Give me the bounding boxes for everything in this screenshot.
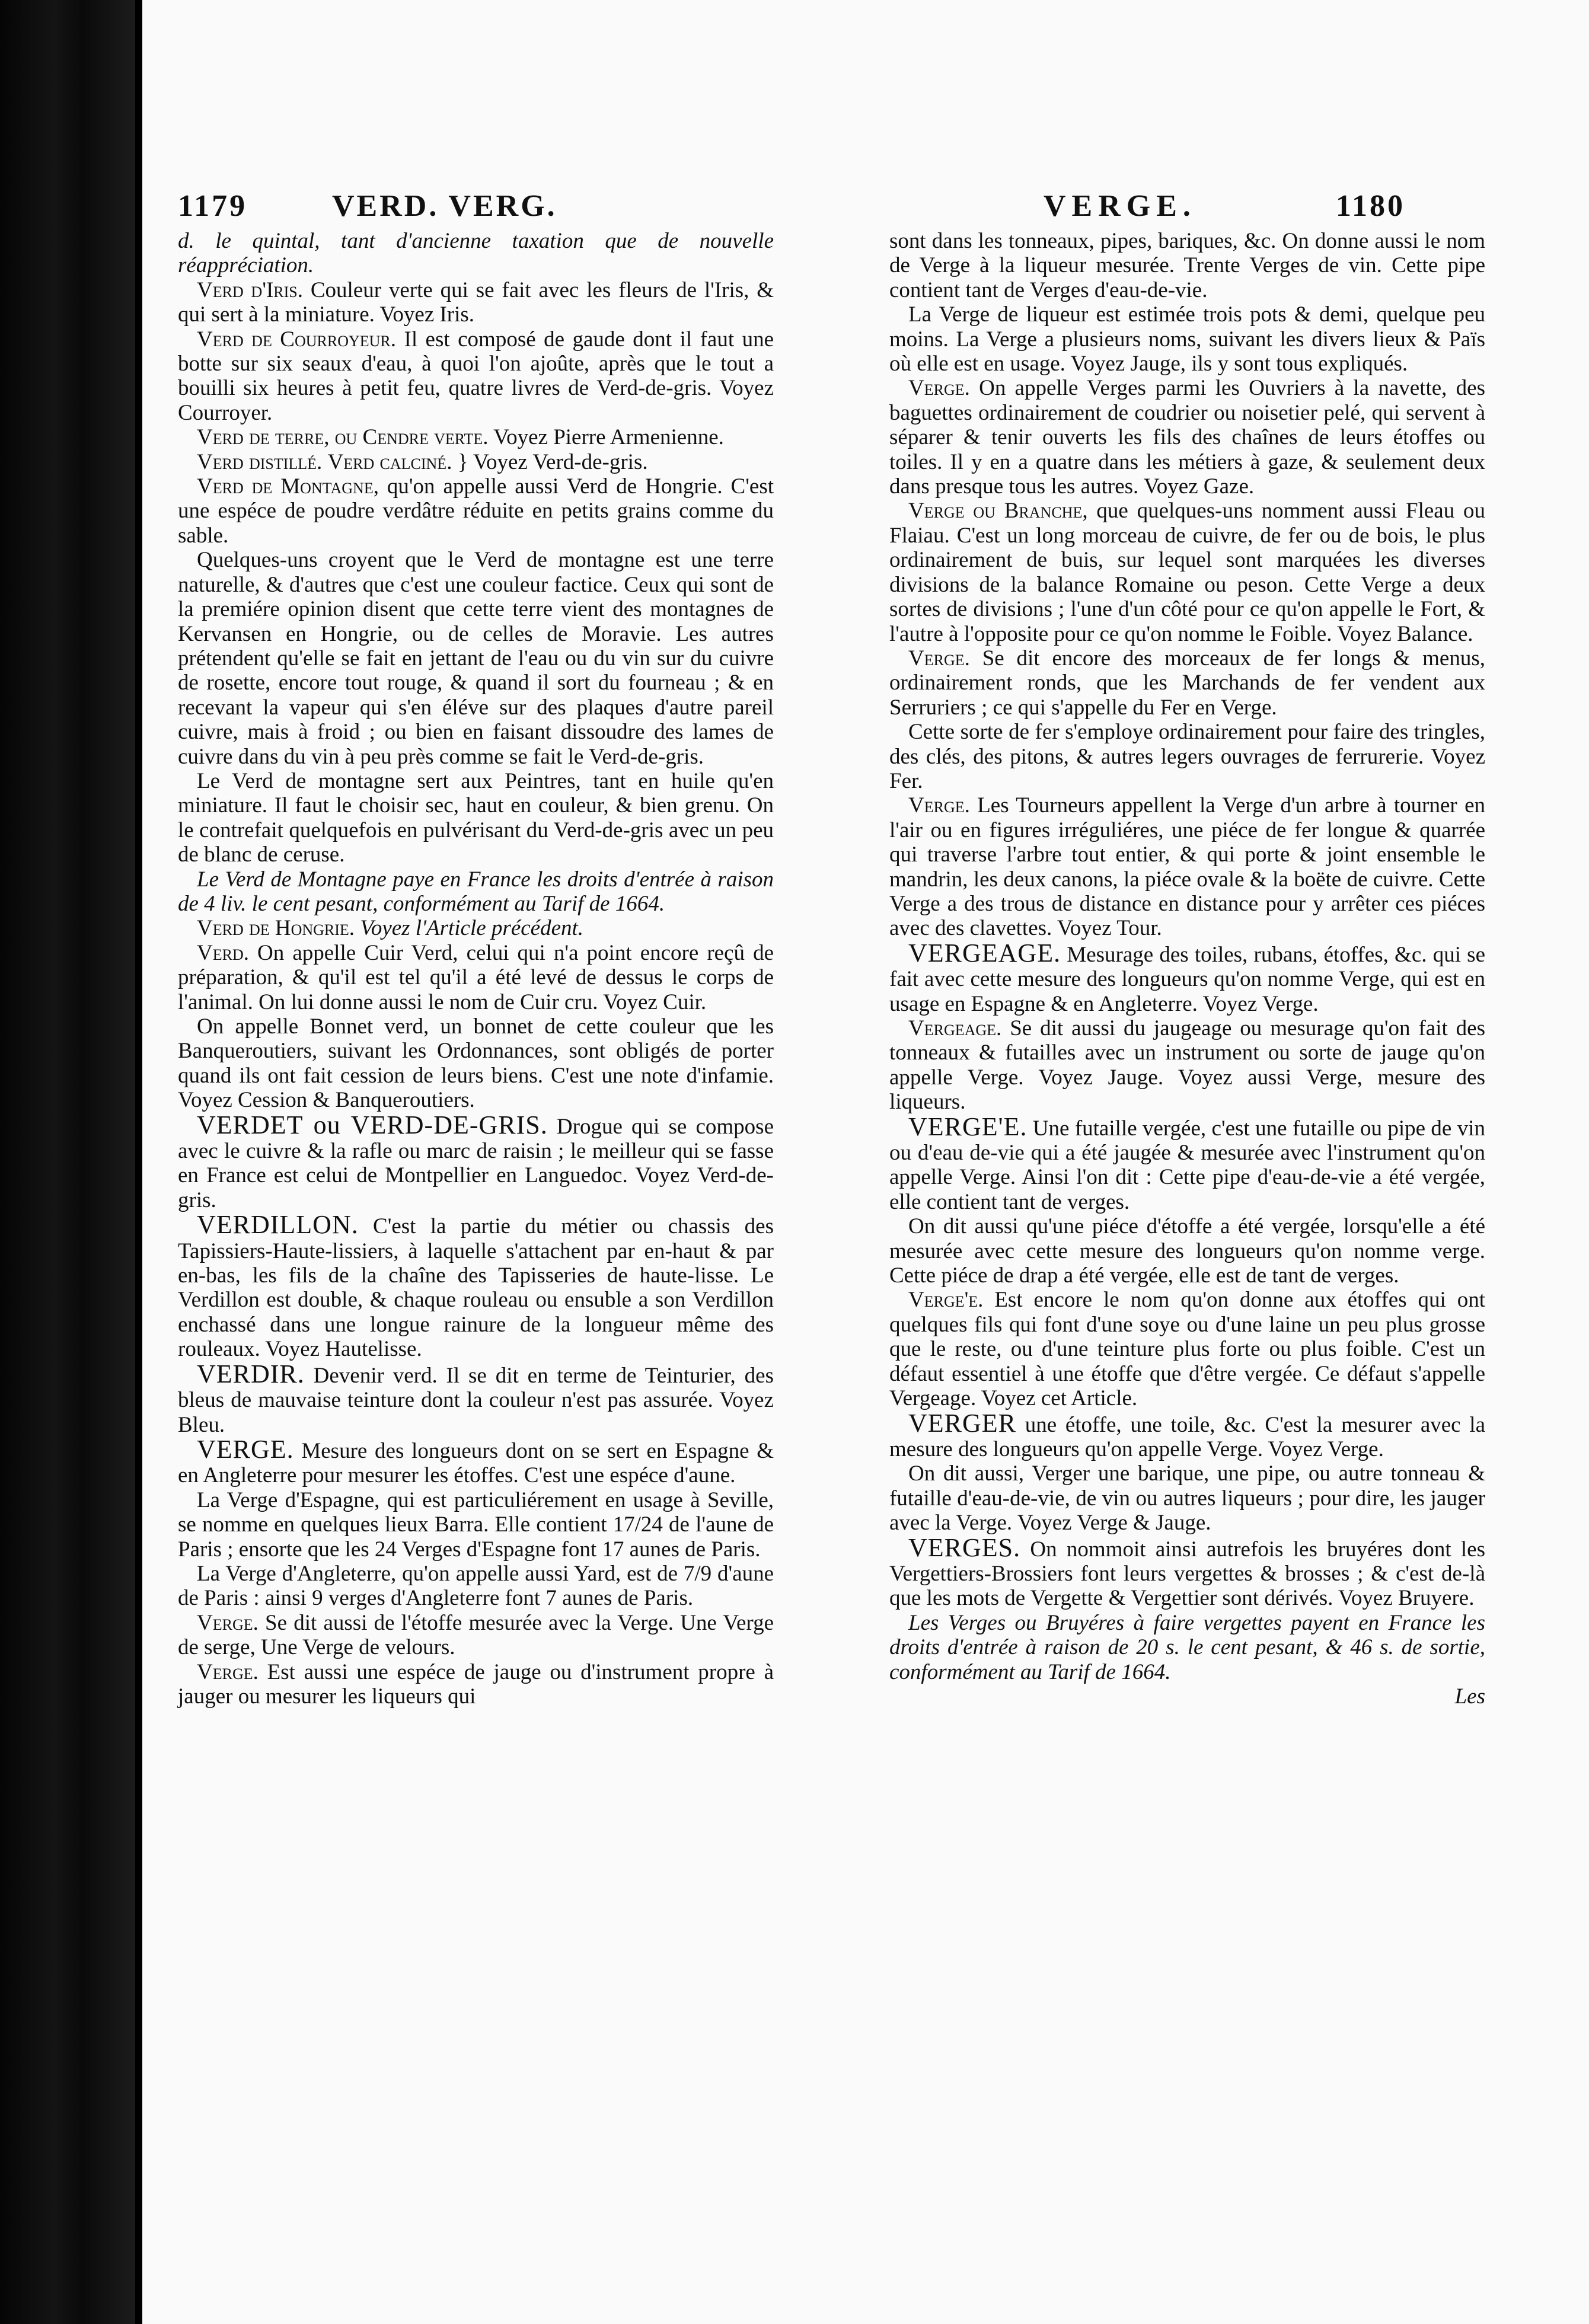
entry (889, 499, 1485, 646)
entry-headword: VERGE. (197, 1434, 294, 1464)
entry-text: On appelle Cuir Verd, celui qui n'a point encore reçû de préparation, & qu'il est tel qu'il a été levé de dessus le corps de l'animal. On lui donne aussi le nom de Cuir cru. Voyez Cuir. (178, 940, 774, 1014)
book-spine-shadow (0, 0, 136, 2324)
entry-text: Se dit encore des morceaux de fer longs & menus, ordinairement ronds, que les Marchands de fer vendent aux Serruriers ; ce qui s'appelle du Fer en Verge. (889, 646, 1485, 720)
entry-term: Verd de Hongrie. (197, 916, 355, 941)
entry-term: Verge. (908, 376, 970, 401)
entry-headword: VERDIR. (197, 1359, 305, 1388)
entry (178, 1359, 774, 1437)
entry-term: Verd d'Iris. (197, 277, 304, 302)
entry (178, 278, 774, 327)
left-page-number: 1179 (178, 189, 248, 223)
right-column (889, 229, 1485, 1709)
entry-text: Voyez l'Article précédent. (355, 916, 584, 941)
entry-text: C'est la partie du métier ou chassis des Tapissiers-Haute-lissiers, à laquelle s'attachent par en-haut & par en-bas, les fils de la chaîne des Tapisseries de haute-lisse. Le Verdillon est double, & chaque rouleau ou ensuble a son Verdillon enchassé dans une longue rainure de la longueur même des rouleaux. Voyez Hautelisse. (178, 1214, 774, 1362)
entry-term: Verd de Courroyeur. (197, 327, 397, 352)
entry-term: Verge. (197, 1610, 259, 1635)
entry-term: Verd calciné. (327, 449, 452, 474)
entry (889, 938, 1485, 1016)
entry (889, 1408, 1485, 1462)
entry (178, 1660, 774, 1709)
entry-term: Verd distillé. (197, 449, 323, 474)
entry-headword: VERGES. (908, 1533, 1021, 1562)
entry-term: Verge. (908, 793, 970, 818)
entry-text: d. le quintal, tant d'ancienne taxation que de nouvelle réappréciation. (178, 229, 774, 278)
entry-term: Verge'e. (908, 1288, 984, 1313)
entry-term: Verge ou Branche, (908, 499, 1088, 523)
entry-text: Couleur verte qui se fait avec les fleurs de l'Iris, & qui sert à la miniature. Voyez Iris. (178, 277, 774, 327)
entry-headword: VERGER (908, 1408, 1016, 1438)
entry-text: Est aussi une espéce de jauge ou d'instrument propre à jauger ou mesurer les liqueurs qui (178, 1659, 774, 1709)
entry (889, 1533, 1485, 1611)
entry-headword: VERGE'E. (908, 1112, 1028, 1141)
entry (889, 1288, 1485, 1410)
entry-text: Voyez Pierre Armenienne. (488, 425, 724, 450)
entry-text: On dit aussi, Verger une barique, une pipe, ou autre tonneau & futaille d'eau-de-vie, de vin ou autres liqueurs ; pour dire, les jauger avec la Verge. Voyez Verge & Jauge. (889, 1461, 1485, 1536)
entry-text: On nommoit ainsi autrefois les bruyéres dont les Vergettiers-Brossiers font leurs vergettes & brosses ; & c'est de-là que les mots de Vergette & Vergettier sont dérivés. Voyez Bruyere. (889, 1537, 1485, 1611)
entry-text: Mesure des longueurs dont on se sert en Espagne & en Angleterre pour mesurer les étoffes. C'est une espéce d'aune. (178, 1438, 774, 1488)
entry (178, 1611, 774, 1660)
entry-text: La Verge d'Angleterre, qu'on appelle aussi Yard, est de 7/9 d'aune de Paris : ainsi 9 verges d'Angleterre font 7 aunes de Paris. (178, 1561, 774, 1611)
entry (178, 327, 774, 426)
entry-text: Se dit aussi de l'étoffe mesurée avec la Verge. Une Verge de serge, Une Verge de velours. (178, 1610, 774, 1660)
entry-text: Drogue qui se compose avec le cuivre & la rafle ou marc de raisin ; le meilleur qui se fasse en France est celui de Montpellier en Languedoc. Voyez Verd-de-gris. (178, 1114, 774, 1212)
right-page-number: 1180 (1335, 189, 1405, 223)
entry-text: sont dans les tonneaux, pipes, bariques, &c. On donne aussi le nom de Verge à la liqueur mesurée. Trente Verges de vin. Cette pipe contient tant de Verges d'eau-de-vie. (889, 229, 1485, 302)
entry (889, 1016, 1485, 1115)
entry-text: qu'on appelle aussi Verd de Hongrie. C'est une espéce de poudre verdâtre réduite en petits grains comme du sable. (178, 474, 774, 548)
entry-term: Verge. (908, 646, 970, 671)
entry-text: Est encore le nom qu'on donne aux étoffes qui ont quelques fils qui font d'une soye ou d'une laine un peu plus grosse que le reste, ou d'une teinture plus forte ou plus foible. C'est un défaut essentiel à une étoffe que d'être vergée. Ce défaut s'appelle Vergeage. Voyez cet Article. (889, 1288, 1485, 1411)
entry-text: La Verge de liqueur est estimée trois pots & demi, quelque peu moins. La Verge a plusieurs noms, suivant les divers lieux & Païs où elle est en usage. Voyez Jauge, ils y sont tous expliqués. (889, 302, 1485, 376)
entry-text: Le Verd de montagne sert aux Peintres, tant en huile qu'en miniature. Il faut le choisir sec, haut en couleur, & bien grenu. On le contrefait quelquefois en pulvérisant du Verd-de-gris avec un peu de blanc de ceruse. (178, 768, 774, 867)
entry-text: une étoffe, une toile, &c. C'est la mesurer avec la mesure des longueurs qu'on appelle Verge. Voyez Verge. (889, 1412, 1485, 1461)
entry (178, 916, 774, 940)
entry (889, 1112, 1485, 1215)
left-column (178, 229, 774, 1709)
tariff-note: Le Verd de Montagne paye en France les droits d'entrée à raison de 4 liv. le cent pesant, conformément au Tarif de 1664. (178, 867, 774, 916)
entry-text: Devenir verd. Il se dit en terme de Teinturier, des bleus de mauvaise teinture dont la couleur n'est pas assurée. Voyez Bleu. (178, 1363, 774, 1437)
entry-brace-group: Verd distillé. Verd calciné. } Voyez Verd-de-gris. (197, 449, 648, 474)
entry-text: Il est composé de gaude dont il faut une botte sur six seaux d'eau, à quoi l'on ajoûte, après que le tout a bouilli six heures à petit feu, quatre livres de Verd-de-gris. Voyez Courroyer. (178, 327, 774, 425)
entry-term: Verge. (197, 1659, 259, 1684)
entry-headword: VERGEAGE. (908, 938, 1061, 968)
entry-text: Les Tourneurs appellent la Verge d'un arbre à tourner en l'air ou en figures irréguliéres, une piéce de fer longue & quarrée qui traverse l'arbre tout entier, & qui porte & joint ensemble le mandrin, les deux canons, la piéce ovale & la boëte de cuivre. Cette Verge a des trous de distance en distance pour y arrêter ces piéces avec des clavettes. Voyez Tour. (889, 793, 1485, 941)
entry-headword: VERDILLON. (197, 1210, 359, 1240)
entry-term: Verd. (197, 940, 249, 965)
entry-text: Quelques-uns croyent que le Verd de montagne est une terre naturelle, & d'autres que c'est une couleur factice. Ceux qui sont de la premiére opinion disent que cette terre vient des montagnes de Kervansen en Hongrie, ou de celles de Moravie. Les autres prétendent qu'elle se fait en jettant de l'eau ou du vin sur du cuivre de rosette, encore tout rouge, & quand il sort du fourneau ; & en recevant la vapeur qui s'en éléve sur des plaques d'autre pareil cuivre, mais à froid ; ou bien en faisant dissoudre des lames de cuivre dans du vin à peu près comme se fait le Verd-de-gris. (178, 548, 774, 769)
catchword: Les (1454, 1684, 1485, 1709)
entry (178, 474, 774, 548)
entry-text: Voyez Verd-de-gris. (473, 449, 648, 474)
entry-term: Verd de terre, ou Cendre verte. (197, 425, 489, 450)
entry-headword: VERDET ou VERD-DE-GRIS. (197, 1110, 548, 1139)
entry-text: Une futaille vergée, c'est une futaille ou pipe de vin ou d'eau de-vie qui a été jaugée & mesurée avec l'instrument qu'on appelle Verge. Ainsi l'on dit : Cette pipe d'eau-de-vie a été vergée, elle contient tant de verges. (889, 1116, 1485, 1214)
entry-text: On appelle Bonnet verd, un bonnet de cette couleur que les Banqueroutiers, suivant les Ordonnances, sont obligés de porter quand ils ont fait cession de leurs biens. C'est une note d'infamie. Voyez Cession & Banqueroutiers. (178, 1014, 774, 1113)
entry-text: On dit aussi qu'une piéce d'étoffe a été vergée, lorsqu'elle a été mesurée avec cette mesure des longueurs qu'on nomme verge. Cette piéce de drap a été vergée, elle est de tant de verges. (889, 1214, 1485, 1288)
entry-term: Vergeage. (908, 1016, 1002, 1040)
entry (889, 376, 1485, 499)
entry-term: Verd de Montagne, (197, 474, 379, 499)
entry (178, 941, 774, 1014)
page-edge-line (135, 0, 142, 2324)
entry (889, 646, 1485, 720)
entry (178, 1110, 774, 1213)
entry (889, 793, 1485, 940)
right-running-title: VERGE. (1044, 189, 1196, 223)
entry-text: Se dit aussi du jaugeage ou mesurage qu'on fait des tonneaux & futailles avec un instrument ou sorte de jauge qu'on appelle Verge. Voyez Jauge. Voyez aussi Verge, mesure des liqueurs. (889, 1016, 1485, 1115)
entry (178, 425, 774, 449)
entry-text: On appelle Verges parmi les Ouvriers à la navette, des baguettes ordinairement de coudrier ou noisetier pelé, qui servent à séparer & tenir ouverts les fils des chaînes de leurs étoffes ou toiles. Il y en a quatre dans les métiers à gaze, & seulement deux dans presque tous les autres. Voyez Gaze. (889, 376, 1485, 499)
entry-text: Mesurage des toiles, rubans, étoffes, &c. qui se fait avec cette mesure des longueurs qu'on nomme Verge, qui est en usage en Espagne & en Angleterre. Voyez Verge. (889, 942, 1485, 1016)
entry (178, 1212, 774, 1361)
entry-text: La Verge d'Espagne, qui est particuliérement en usage à Seville, se nomme en quelques lieux Barra. Elle contient 17/24 de l'aune de Paris ; ensorte que les 24 Verges d'Espagne font 17 aunes de Paris. (178, 1487, 774, 1562)
running-header (178, 189, 1405, 224)
tariff-note: Les Verges ou Bruyéres à faire vergettes payent en France les droits d'entrée à raison de 20 s. le cent pesant, & 46 s. de sortie, conformément au Tarif de 1664. (889, 1610, 1485, 1684)
entry (178, 1434, 774, 1488)
entry-text: Cette sorte de fer s'employe ordinairement pour faire des tringles, des clés, des pitons, & autres legers ouvrages de ferrurerie. Voyez Fer. (889, 720, 1485, 793)
entry-text: que quelques-uns nomment aussi Fleau ou Flaiau. C'est un long morceau de cuivre, de fer ou de bois, le plus ordinairement de buis, sur lequel sont marquées les diverses divisions de la balance Romaine ou peson. Cette Verge a deux sortes de divisions ; l'une d'un côté pour ce qu'on appelle le Fort, & l'autre à l'opposite pour ce qu'on nomme le Foible. Voyez Balance. (889, 499, 1485, 646)
left-running-title: VERD. VERG. (332, 189, 557, 223)
